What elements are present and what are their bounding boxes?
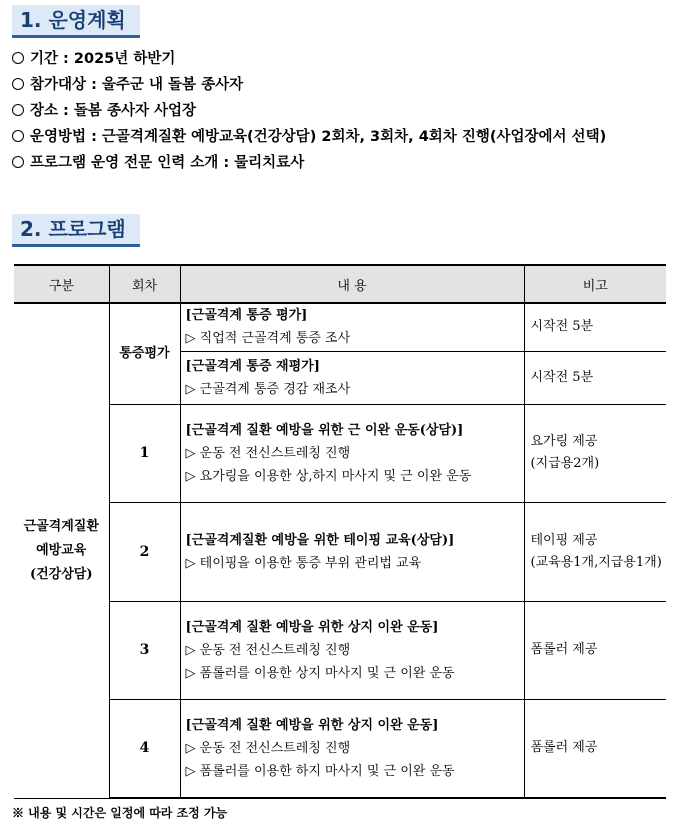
content-line: ▷ 운동 전 전신스트레칭 진행 — [185, 445, 351, 461]
assessment-cell: 통증평가 — [109, 303, 180, 404]
plan-bullet-text: 기간 : 2025년 하반기 — [30, 51, 176, 67]
content-title: [근골격계질환 예방을 위한 테이핑 교육(상담)] — [185, 532, 455, 548]
plan-bullet-text: 장소 : 돌봄 종사자 사업장 — [30, 103, 197, 119]
content-cell — [180, 601, 524, 699]
section2-heading: 2. 프로그램 — [12, 214, 140, 247]
plan-bullet-text: 참가대상 : 울주군 내 돌봄 종사자 — [30, 77, 244, 93]
content-line: ▷ 운동 전 전신스트레칭 진행 — [185, 740, 351, 756]
header-session: 회차 — [109, 265, 180, 303]
content-cell — [180, 404, 524, 502]
content-title: [근골격계 통증 재평가] — [185, 358, 320, 374]
note-cell — [524, 303, 666, 351]
content-line: ▷ 근골격계 통증 경감 재조사 — [185, 381, 351, 397]
note-line: 시작전 5분 — [530, 319, 594, 334]
table-row — [14, 303, 666, 351]
plan-bullet-item — [12, 98, 606, 124]
plan-bullet-list — [12, 46, 606, 176]
note-cell — [524, 601, 666, 699]
note-line: 시작전 5분 — [530, 369, 594, 385]
plan-bullet-text: 운영방법 : 근골격계질환 예방교육(건강상담) 2회차, 3회차, 4회차 진행(사업장에서 선택) — [30, 129, 607, 145]
category-line: 예방교육 — [36, 542, 87, 558]
content-title: [근골격계 질환 예방을 위한 상지 이완 운동] — [185, 619, 439, 635]
plan-bullet-item — [12, 124, 606, 150]
footnote: ※ 내용 및 시간은 일정에 따라 조정 가능 — [12, 806, 228, 820]
circle-bullet-icon — [12, 104, 24, 116]
note-cell — [524, 699, 666, 798]
session-number: 4 — [109, 699, 180, 798]
category-line: 근골격계질환 — [23, 518, 99, 534]
content-cell — [180, 502, 524, 601]
section1-heading: 1. 운영계획 — [12, 5, 140, 38]
header-note: 비고 — [524, 265, 666, 303]
circle-bullet-icon — [12, 78, 24, 90]
circle-bullet-icon — [12, 52, 24, 64]
content-line: ▷ 직업적 근골격계 통증 조사 — [185, 331, 351, 347]
session-number: 3 — [109, 601, 180, 699]
plan-bullet-item — [12, 150, 606, 176]
category-line: (건강상담) — [29, 566, 93, 582]
content-title: [근골격계 질환 예방을 위한 상지 이완 운동] — [185, 717, 439, 733]
content-cell — [180, 303, 524, 351]
content-line: ▷ 테이핑을 이용한 통증 부위 관리법 교육 — [185, 555, 422, 571]
content-line: ▷ 운동 전 전신스트레칭 진행 — [185, 642, 351, 658]
header-category: 구분 — [14, 265, 109, 303]
category-cell — [14, 303, 109, 798]
content-line: ▷ 폼롤러를 이용한 상지 마사지 및 근 이완 운동 — [185, 665, 455, 681]
note-line: (지급용2개) — [530, 456, 600, 471]
program-table — [14, 264, 666, 799]
note-line: 폼롤러 제공 — [530, 642, 598, 657]
note-line: 테이핑 제공 — [530, 532, 598, 548]
note-cell — [524, 351, 666, 404]
note-cell — [524, 502, 666, 601]
plan-bullet-item — [12, 72, 606, 98]
note-line: (교육용1개,지급용1개) — [530, 554, 662, 570]
content-cell — [180, 699, 524, 798]
content-title: [근골격계 통증 평가] — [185, 308, 308, 324]
table-row — [14, 404, 666, 502]
table-row — [14, 601, 666, 699]
circle-bullet-icon — [12, 156, 24, 168]
table-row — [14, 699, 666, 798]
note-line: 폼롤러 제공 — [530, 740, 598, 756]
content-title: [근골격계 질환 예방을 위한 근 이완 운동(상담)] — [185, 422, 464, 438]
circle-bullet-icon — [12, 130, 24, 142]
header-content: 내 용 — [180, 265, 524, 303]
note-cell — [524, 404, 666, 502]
plan-bullet-item — [12, 46, 606, 72]
content-line: ▷ 요가링을 이용한 상,하지 마사지 및 근 이완 운동 — [185, 468, 472, 484]
note-line: 요가링 제공 — [530, 434, 598, 449]
content-cell — [180, 351, 524, 404]
session-number: 2 — [109, 502, 180, 601]
plan-bullet-text: 프로그램 운영 전문 인력 소개 : 물리치료사 — [30, 155, 305, 171]
table-row — [14, 502, 666, 601]
content-line: ▷ 폼롤러를 이용한 하지 마사지 및 근 이완 운동 — [185, 763, 455, 779]
session-number: 1 — [109, 404, 180, 502]
table-header-row — [14, 265, 666, 303]
